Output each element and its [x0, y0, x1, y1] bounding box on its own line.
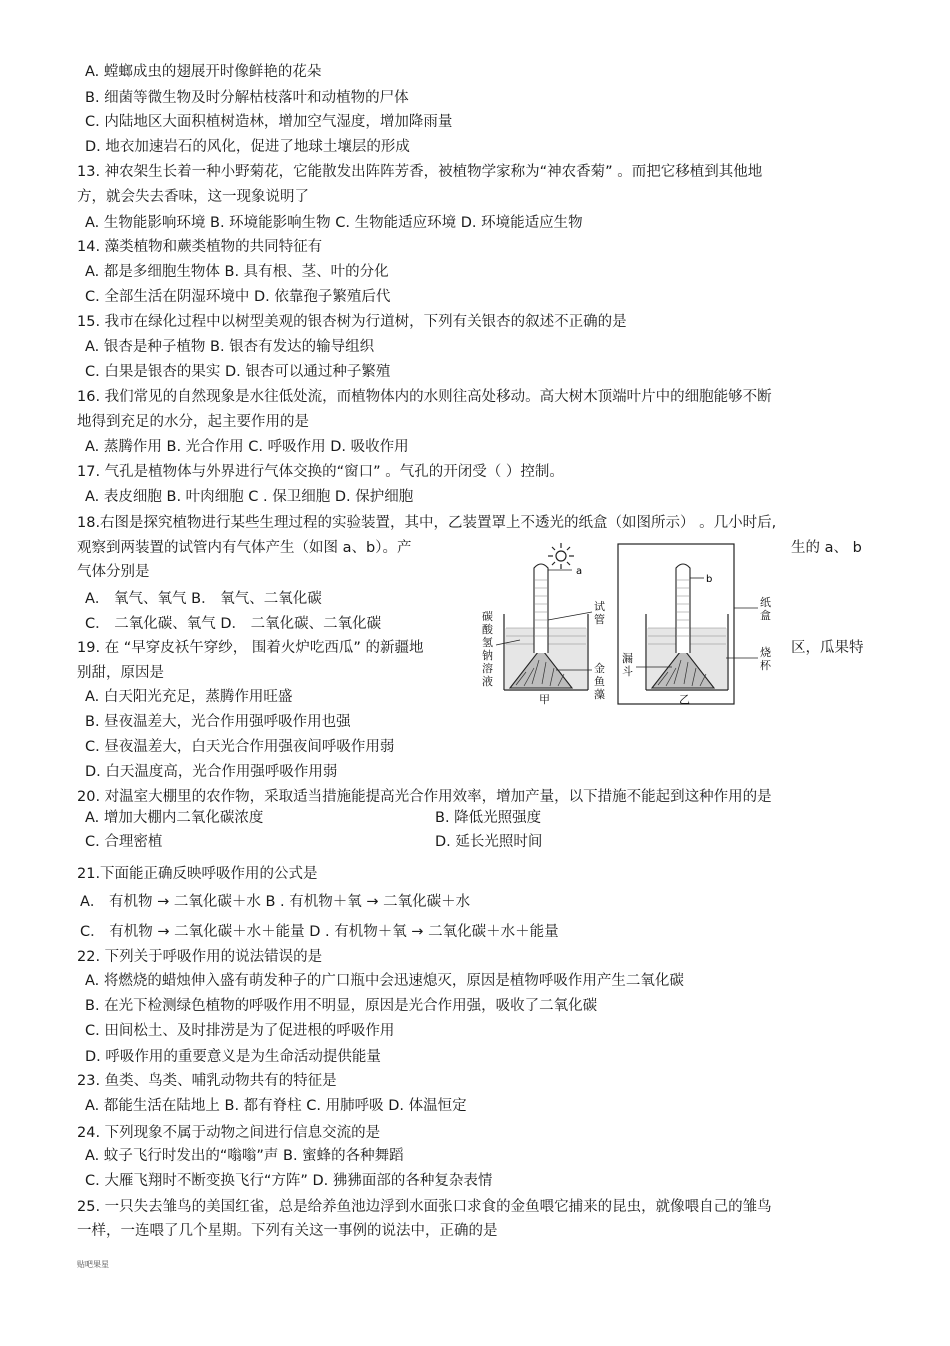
text-line: 25. 一只失去雏鸟的美国红雀，总是给养鱼池边浮到水面张口求食的金鱼喂它捕来的昆虫，就像喂自己的雏鸟: [77, 1199, 772, 1215]
text-line: C． 二氧化碳、氧气 D． 二氧化碳、二氧化碳: [85, 616, 382, 632]
experiment-figure: [476, 540, 876, 710]
text-line: D. 地衣加速岩石的风化，促进了地球土壤层的形成: [85, 139, 410, 155]
text-line: C. 内陆地区大面积植树造林，增加空气湿度，增加降雨量: [85, 114, 453, 130]
text-line: B. 细菌等微生物及时分解枯枝落叶和动植物的尸体: [85, 90, 409, 106]
test-tube-label: 试管: [594, 600, 605, 626]
text-line: C. 大雁飞翔时不断变换飞行“方阵” D. 狒狒面部的各种复杂表情: [85, 1173, 493, 1189]
text-line: 观察到两装置的试管内有气体产生（如图 a、b）。产: [77, 540, 412, 556]
text-line: C. 田间松土、及时排涝是为了促进根的呼吸作用: [85, 1023, 395, 1039]
sodium-bicarbonate-label-text: 碳酸氢钠溶液: [482, 610, 493, 688]
text-line: A. 都是多细胞生物体 B. 具有根、茎、叶的分化: [85, 264, 389, 280]
goldfish-alga-label: 金鱼藻: [594, 662, 605, 701]
text-line: 18.右图是探究植物进行某些生理过程的实验装置，其中，乙装置罩上不透光的纸盒（如图所示） 。几小时后,: [77, 515, 777, 531]
footer-text: 贴吧果星: [77, 1260, 109, 1269]
tube-yi: [676, 564, 690, 653]
sun-icon: [548, 543, 574, 569]
text-line: 地得到充足的水分，起主要作用的是: [77, 414, 309, 430]
text-line: A. 表皮细胞 B. 叶肉细胞 C . 保卫细胞 D. 保护细胞: [85, 489, 414, 505]
text-line: A． 有机物 → 二氧化碳＋水 B . 有机物＋氧 → 二氧化碳＋水: [80, 894, 471, 910]
text-line: 区，瓜果特: [791, 640, 864, 656]
text-line: 23. 鱼类、鸟类、哺乳动物共有的特征是: [77, 1073, 337, 1089]
text-line: 别甜，原因是: [77, 665, 164, 681]
paper-box-label: 纸盒: [760, 596, 771, 622]
text-line: A． 氧气、氧气 B． 氧气、二氧化碳: [85, 591, 322, 607]
text-line: 13. 神农架生长着一种小野菊花，它能散发出阵阵芳香，被植物学家称为“神农香菊” 。而把它移植到其他地: [77, 164, 763, 180]
caption-yi: 乙: [679, 693, 690, 706]
funnel-label: 漏斗: [622, 652, 633, 678]
text-line: 20. 对温室大棚里的农作物，采取适当措施能提高光合作用效率，增加产量，以下措施不能起到这种作用的是: [77, 789, 772, 805]
text-line: A. 增加大棚内二氧化碳浓度: [85, 810, 264, 826]
gas-label-a: a: [576, 566, 583, 577]
text-line: 气体分别是: [77, 564, 150, 580]
text-line: 21.下面能正确反映呼吸作用的公式是: [77, 866, 318, 882]
text-line: C. 昼夜温差大，白天光合作用强夜间呼吸作用弱: [85, 739, 395, 755]
text-line: 15. 我市在绿化过程中以树型美观的银杏树为行道树，下列有关银杏的叙述不正确的是: [77, 314, 627, 330]
text-line: A. 蚊子飞行时发出的“嗡嗡”声 B. 蜜蜂的各种舞蹈: [85, 1148, 404, 1164]
text-line: C. 全部生活在阴湿环境中 D. 依靠孢子繁殖后代: [85, 289, 391, 305]
text-line: A. 生物能影响环境 B. 环境能影响生物 C. 生物能适应环境 D. 环境能适应生物: [85, 215, 583, 231]
text-line: A. 银杏是种子植物 B. 银杏有发达的输导组织: [85, 339, 375, 355]
text-line: C. 白果是银杏的果实 D. 银杏可以通过种子繁殖: [85, 364, 391, 380]
text-line: 19. 在 “早穿皮袄午穿纱， 围着火炉吃西瓜” 的新疆地: [77, 640, 424, 656]
text-line: 17. 气孔是植物体与外界进行气体交换的“窗口” 。气孔的开闭受（ ）控制。: [77, 464, 564, 480]
text-line: A. 白天阳光充足，蒸腾作用旺盛: [85, 689, 293, 705]
text-line: 16. 我们常见的自然现象是水往低处流，而植物体内的水则往高处移动。高大树木顶端叶片中的细胞能够不断: [77, 389, 772, 405]
text-line: B. 昼夜温差大，光合作用强呼吸作用也强: [85, 714, 351, 730]
text-line: C. 合理密植: [85, 834, 163, 850]
beaker-label: 烧杯: [760, 646, 771, 672]
tube-jia: [534, 564, 548, 653]
text-line: D. 白天温度高，光合作用强呼吸作用弱: [85, 764, 338, 780]
sodium-bicarbonate-label: [482, 609, 494, 688]
text-line: B. 降低光照强度: [435, 810, 542, 826]
text-line: 一样，一连喂了几个星期。下列有关这一事例的说法中，正确的是: [77, 1223, 498, 1239]
text-line: C． 有机物 → 二氧化碳＋水＋能量 D . 有机物＋氧 → 二氧化碳＋水＋能量: [80, 924, 559, 940]
text-line: A. 将燃烧的蜡烛伸入盛有萌发种子的广口瓶中会迅速熄灭，原因是植物呼吸作用产生二氧化碳: [85, 973, 684, 989]
text-line: D. 延长光照时间: [435, 834, 543, 850]
text-line: 24. 下列现象不属于动物之间进行信息交流的是: [77, 1125, 381, 1141]
text-line: 方，就会失去香味，这一现象说明了: [77, 189, 309, 205]
text-line: A. 蒸腾作用 B. 光合作用 C. 呼吸作用 D. 吸收作用: [85, 439, 409, 455]
text-line: 14. 藻类植物和蕨类植物的共同特征有: [77, 239, 323, 255]
gas-label-b: b: [706, 574, 713, 585]
text-line: D. 呼吸作用的重要意义是为生命活动提供能量: [85, 1049, 381, 1065]
text-line: A. 螳螂成虫的翅展开时像鲜艳的花朵: [85, 64, 322, 80]
text-line: B. 在光下检测绿色植物的呼吸作用不明显，原因是光合作用强，吸收了二氧化碳: [85, 998, 598, 1014]
text-line: 生的 a、 b: [791, 540, 862, 556]
text-line: A. 都能生活在陆地上 B. 都有脊柱 C. 用肺呼吸 D. 体温恒定: [85, 1098, 467, 1114]
caption-jia: 甲: [539, 693, 550, 706]
text-line: 22. 下列关于呼吸作用的说法错误的是: [77, 949, 323, 965]
